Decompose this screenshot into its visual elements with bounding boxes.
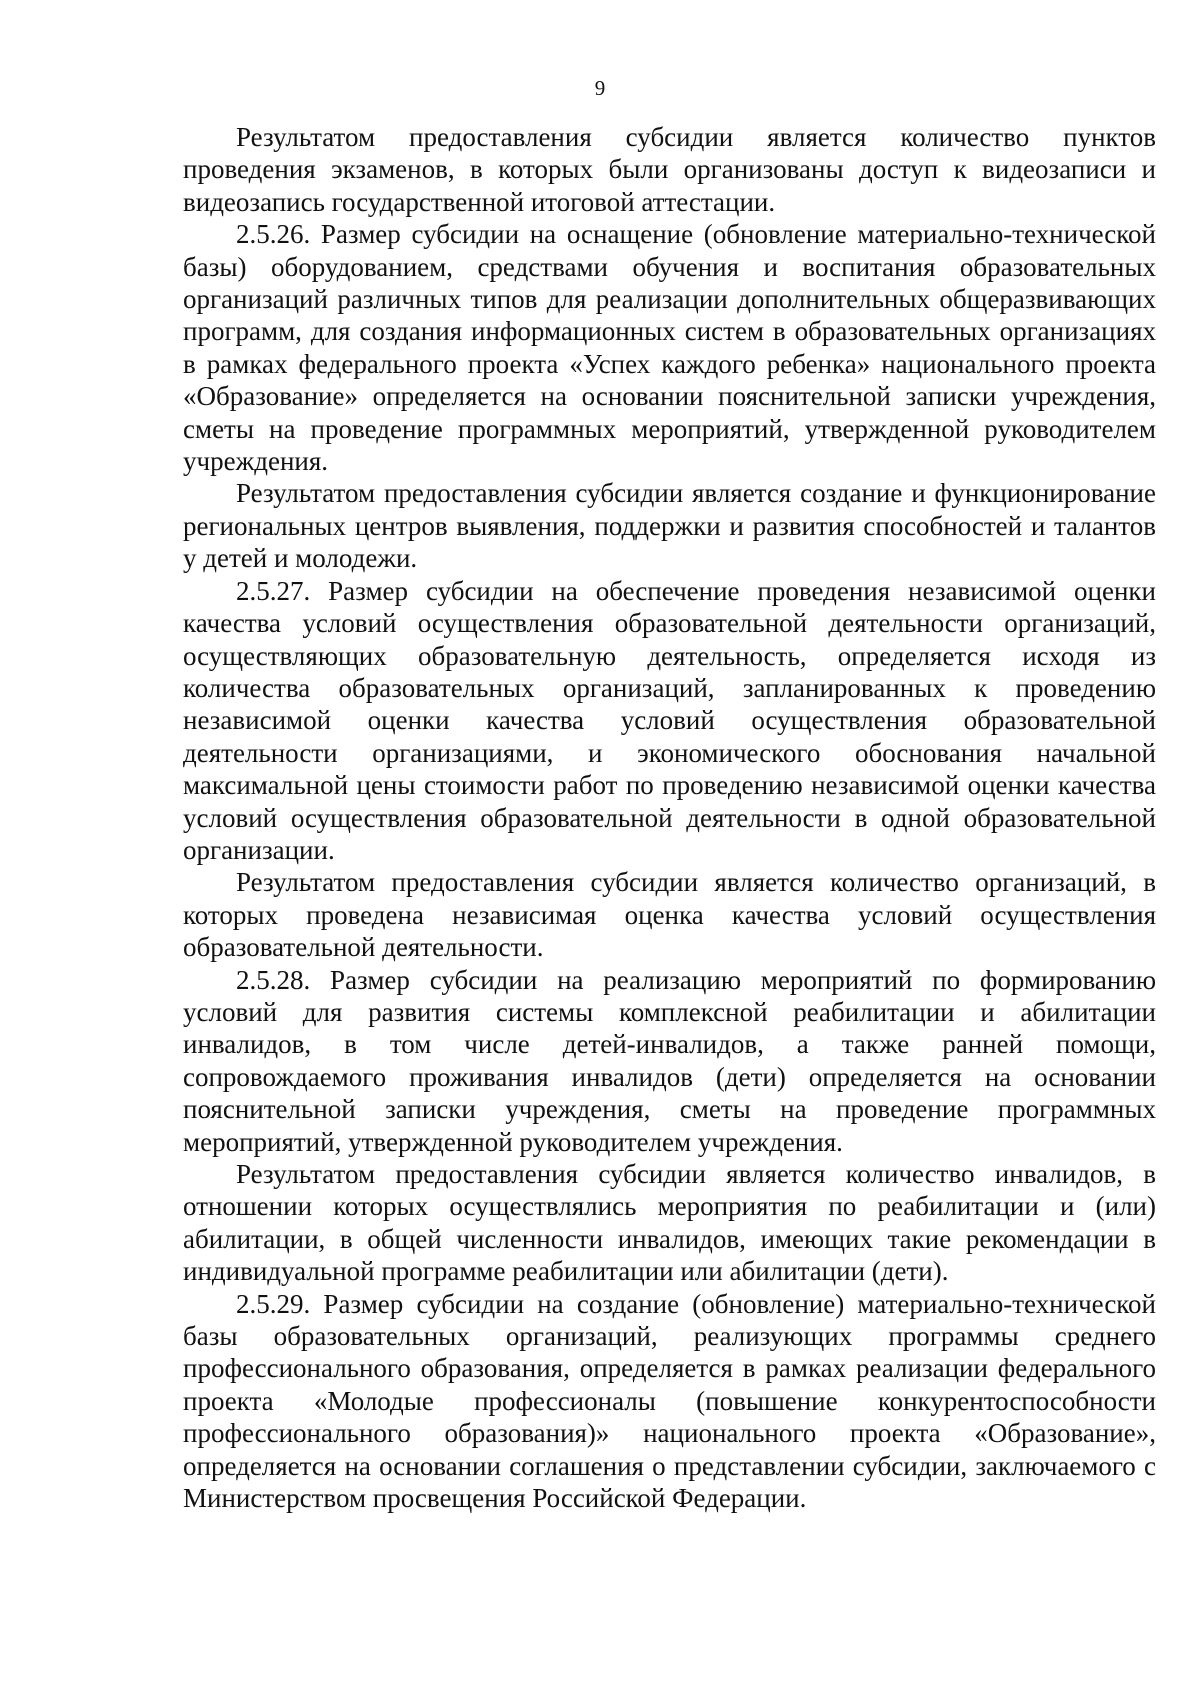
paragraph-2-5-28: 2.5.28. Размер субсидии на реализацию мероприятий по формированию условий для развития системы комплексной реабилитации и абилитации инвалидов, в том числе детей-инвалидов, а также ранней помощи, сопровождаемого проживания инвалидов (дети) определяется на основании пояснительной записки учреждения, сметы на проведение программных мероприятий, утвержденной руководителем учреждения. [183,964,1156,1157]
paragraph-result-disabled: Результатом предоставления субсидии является количество инвалидов, в отношении которых осуществлялись мероприятия по реабилитации и (или) абилитации, в общей численности инвалидов, имеющих такие рекомендации в индивидуальной программе реабилитации или абилитации (дети). [183,1159,1156,1287]
document-body [183,121,1156,1514]
paragraph-result-talent-centers: Результатом предоставления субсидии является создание и функционирование региональных центров выявления, поддержки и развития способностей и талантов у детей и молодежи. [183,478,1156,574]
paragraph-result-organizations: Результатом предоставления субсидии является количество организаций, в которых проведена независимая оценка качества условий осуществления образовательной деятельности. [183,867,1156,963]
paragraph-2-5-27: 2.5.27. Размер субсидии на обеспечение проведения независимой оценки качества условий осуществления образовательной деятельности организаций, осуществляющих образовательную деятельность, определяется исходя из количества образовательных организаций, запланированных к проведению независимой оценки качества условий осуществления образовательной деятельности организациями, и экономического обоснования начальной максимальной цены стоимости работ по проведению независимой оценки качества условий осуществления образовательной деятельности в одной образовательной организации. [183,575,1156,865]
paragraph-2-5-29: 2.5.29. Размер субсидии на создание (обновление) материально-технической базы образовательных организаций, реализующих программы среднего профессионального образования, определяется в рамках реализации федерального проекта «Молодые профессионалы (повышение конкурентоспособности профессионального образования)» национального проекта «Образование», определяется на основании соглашения о представлении субсидии, заключаемого с Министерством просвещения Российской Федерации. [183,1288,1156,1514]
paragraph-result-exams: Результатом предоставления субсидии является количество пунктов проведения экзаменов, в которых были организованы доступ к видеозаписи и видеозапись государственной итоговой аттестации. [183,122,1156,217]
paragraph-2-5-26: 2.5.26. Размер субсидии на оснащение (обновление материально-технической базы) оборудованием, средствами обучения и воспитания образовательных организаций различных типов для реализации дополнительных общеразвивающих программ, для создания информационных систем в образовательных организациях в рамках федерального проекта «Успех каждого ребенка» национального проекта «Образование» определяется на основании пояснительной записки учреждения, сметы на проведение программных мероприятий, утвержденной руководителем учреждения. [183,219,1156,477]
page-number: 9 [594,76,606,100]
